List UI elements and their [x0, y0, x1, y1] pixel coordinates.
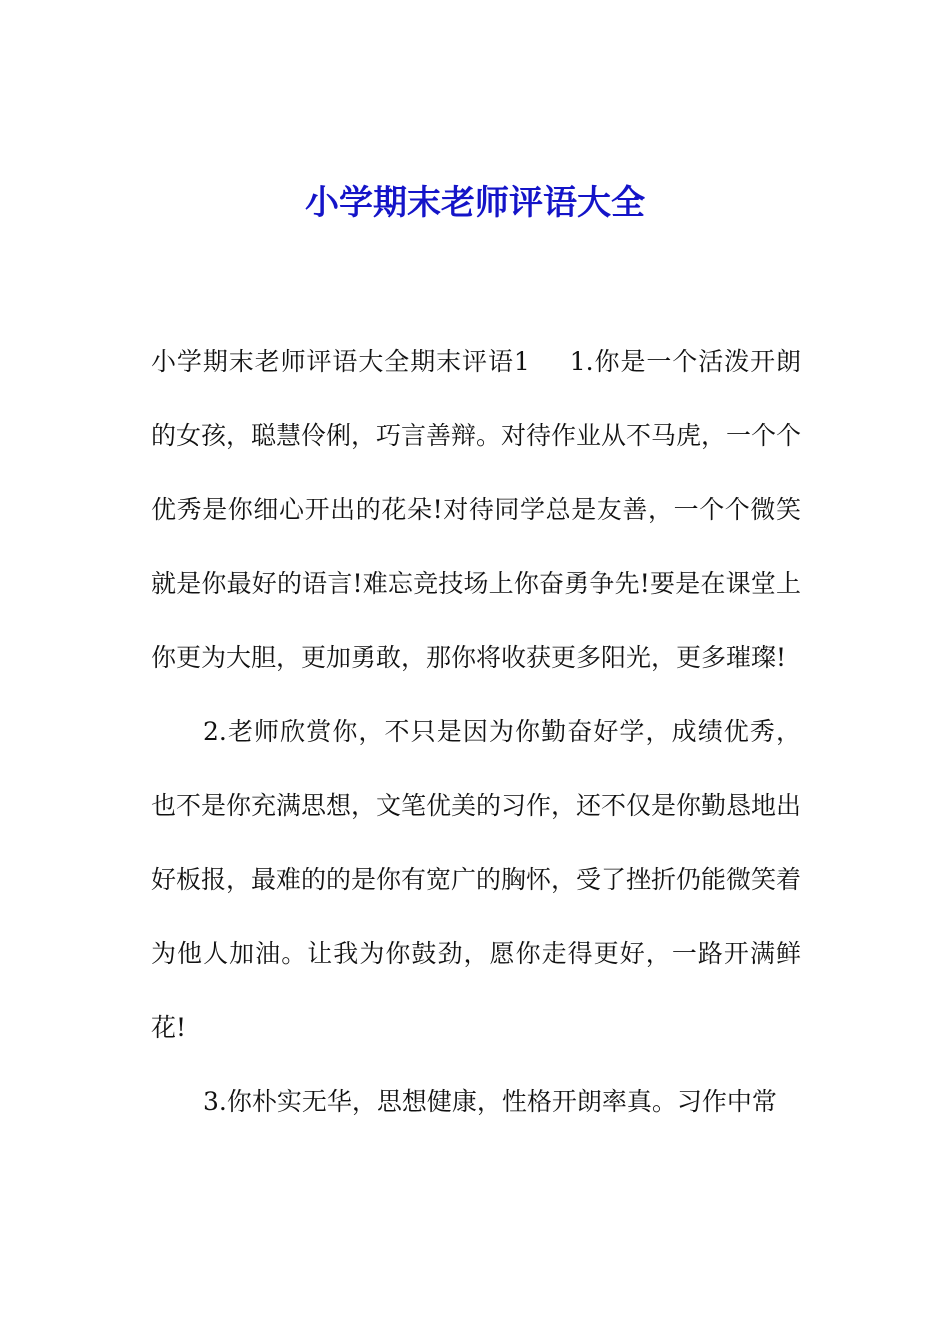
document-title: 小学期末老师评语大全: [305, 183, 645, 223]
intro-heading: 小学期末老师评语大全期末评语1: [151, 347, 530, 376]
paragraph-1-text: 1.你是一个活泼开朗的女孩，聪慧伶俐，巧言善辩。对待作业从不马虎，一个个优秀是你细心开出的花朵!对待同学总是友善，一个个微笑就是你最好的语言!难忘竞技场上你奋勇争先!要是在课堂上你更为大胆，更加勇敢，那你将收获更多阳光，更多璀璨!: [151, 347, 802, 672]
document-body: [151, 325, 801, 1139]
paragraph-2: 2.老师欣赏你，不只是因为你勤奋好学，成绩优秀，也不是你充满思想，文笔优美的习作，还不仅是你勤恳地出好板报，最难的的是你有宽广的胸怀，受了挫折仍能微笑着为他人加油。让我为你鼓劲，愿你走得更好，一路开满鲜花!: [151, 717, 802, 1042]
paragraph-3: 3.你朴实无华，思想健康，性格开朗率真。习作中常: [203, 1087, 777, 1116]
paragraph-1: [151, 325, 801, 695]
